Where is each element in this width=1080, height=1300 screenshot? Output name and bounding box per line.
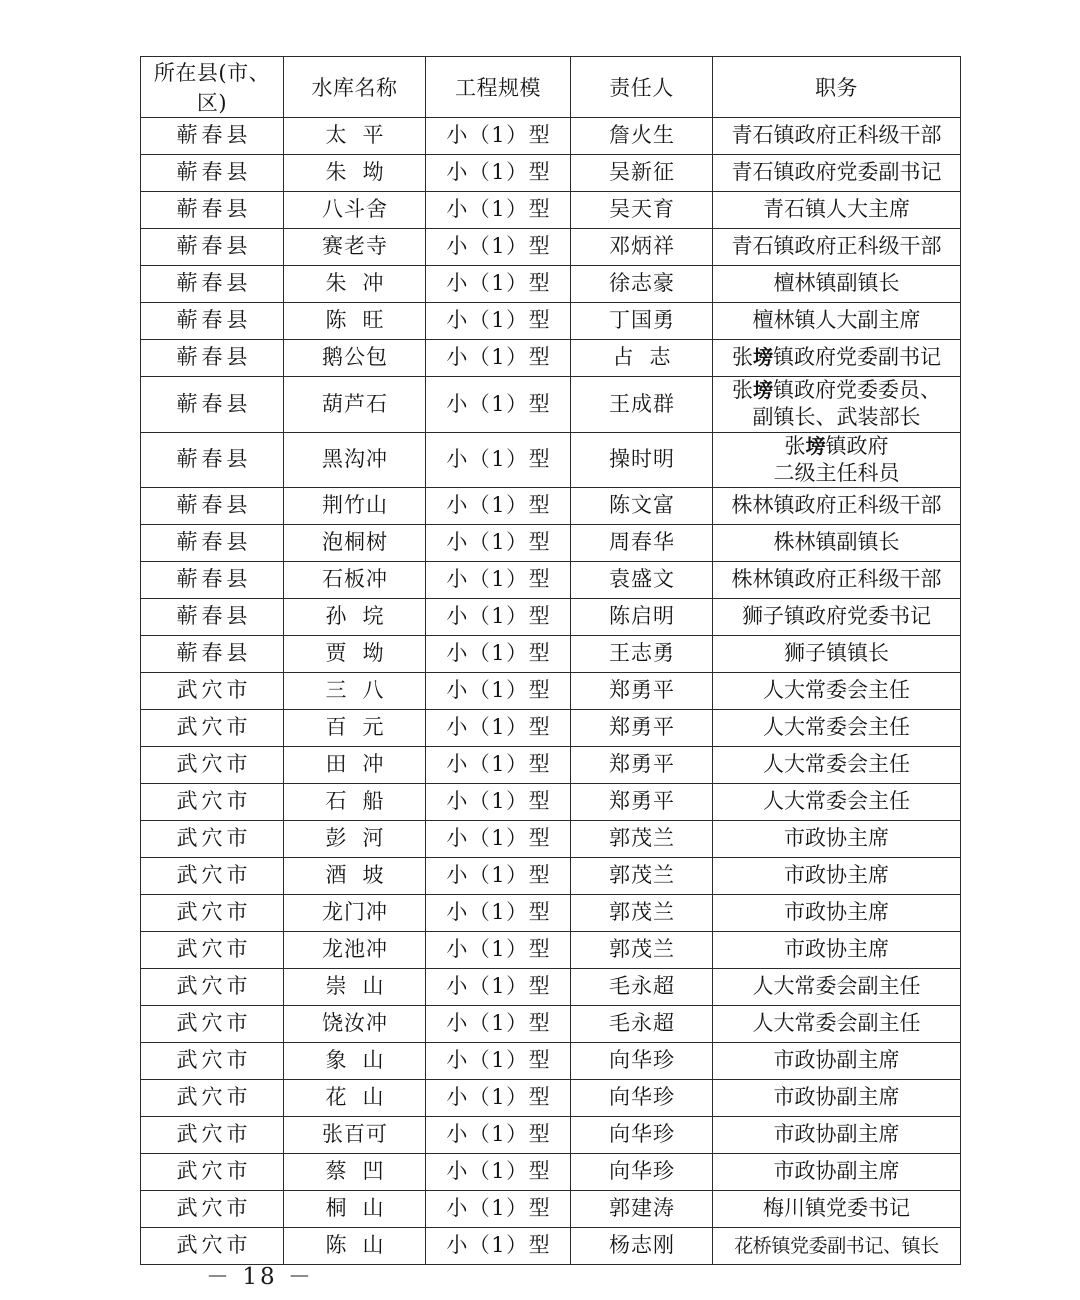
table-row [141,858,961,895]
cell-project-scale: 小（1）型 [426,377,571,433]
cell-county: 武穴市 [141,969,284,1006]
table-row [141,821,961,858]
cell-reservoir-name: 石板冲 [284,562,426,599]
duty-line: 株林镇政府正科级干部 [731,493,942,518]
cell-reservoir-name: 八斗舍 [284,192,426,229]
table-row [141,377,961,433]
table-row [141,303,961,340]
duty-line: 狮子镇镇长 [784,641,889,666]
table-body [141,118,961,1265]
cell-responsible-person: 周春华 [571,525,713,562]
cell-duty [713,377,961,433]
duty-line: 花桥镇党委副书记、镇长 [734,1234,939,1257]
cell-duty [713,747,961,784]
table-row [141,266,961,303]
cell-responsible-person: 陈文富 [571,488,713,525]
cell-reservoir-name: 朱冲 [284,266,426,303]
cell-county: 蕲春县 [141,229,284,266]
column-header-duty: 职务 [713,57,961,118]
cell-project-scale: 小（1）型 [426,636,571,673]
cell-reservoir-name: 陈山 [284,1228,426,1265]
duty-line: 梅川镇党委书记 [763,1196,910,1221]
cell-responsible-person: 吴新征 [571,155,713,192]
column-header-county: 所在县(市、区) [141,57,284,118]
cell-responsible-person: 向华珍 [571,1117,713,1154]
cell-reservoir-name: 花山 [284,1080,426,1117]
table-row [141,1043,961,1080]
cell-responsible-person: 郑勇平 [571,673,713,710]
cell-project-scale: 小（1）型 [426,432,571,488]
cell-duty [713,118,961,155]
cell-duty [713,821,961,858]
table-row [141,747,961,784]
duty-line: 株林镇副镇长 [773,530,900,555]
table-row [141,969,961,1006]
duty-line: 市政协副主席 [773,1048,900,1073]
cell-county: 武穴市 [141,1006,284,1043]
cell-county: 武穴市 [141,1154,284,1191]
cell-county: 武穴市 [141,784,284,821]
cell-duty [713,784,961,821]
duty-line: 人大常委会副主任 [752,974,921,999]
cell-responsible-person: 郑勇平 [571,710,713,747]
duty-line: 张塝镇政府 [784,433,889,458]
duty-line: 市政协主席 [784,863,889,888]
cell-county: 蕲春县 [141,488,284,525]
table-row [141,155,961,192]
cell-reservoir-name: 象山 [284,1043,426,1080]
cell-project-scale: 小（1）型 [426,525,571,562]
cell-reservoir-name: 田冲 [284,747,426,784]
duty-line: 青石镇人大主席 [763,197,910,222]
duty-line: 株林镇政府正科级干部 [731,567,942,592]
cell-reservoir-name: 泡桐树 [284,525,426,562]
cell-county: 蕲春县 [141,562,284,599]
cell-reservoir-name: 酒坡 [284,858,426,895]
cell-duty [713,710,961,747]
cell-responsible-person: 郭茂兰 [571,932,713,969]
cell-responsible-person: 操时明 [571,432,713,488]
cell-project-scale: 小（1）型 [426,747,571,784]
table-row [141,488,961,525]
duty-line: 市政协主席 [784,900,889,925]
cell-reservoir-name: 陈旺 [284,303,426,340]
cell-project-scale: 小（1）型 [426,1080,571,1117]
cell-responsible-person: 向华珍 [571,1154,713,1191]
cell-reservoir-name: 孙垸 [284,599,426,636]
duty-emphasised-glyph: 塝 [753,378,773,402]
table-row [141,192,961,229]
cell-duty [713,229,961,266]
cell-county: 武穴市 [141,858,284,895]
column-header-project-scale: 工程规模 [426,57,571,118]
duty-line: 副镇长、武装部长 [752,405,921,430]
cell-project-scale: 小（1）型 [426,895,571,932]
cell-responsible-person: 徐志豪 [571,266,713,303]
cell-project-scale: 小（1）型 [426,821,571,858]
cell-responsible-person: 毛永超 [571,1006,713,1043]
cell-reservoir-name: 百元 [284,710,426,747]
cell-county: 武穴市 [141,747,284,784]
cell-responsible-person: 向华珍 [571,1043,713,1080]
cell-duty [713,1043,961,1080]
cell-county: 蕲春县 [141,266,284,303]
cell-duty [713,599,961,636]
table-row [141,118,961,155]
cell-project-scale: 小（1）型 [426,192,571,229]
duty-line: 檀林镇副镇长 [773,271,900,296]
cell-project-scale: 小（1）型 [426,155,571,192]
duty-line: 二级主任科员 [773,460,900,485]
cell-project-scale: 小（1）型 [426,488,571,525]
cell-duty [713,562,961,599]
cell-responsible-person: 王成群 [571,377,713,433]
cell-responsible-person: 毛永超 [571,969,713,1006]
reservoir-table-container [140,56,960,1265]
cell-responsible-person: 郭茂兰 [571,858,713,895]
table-row [141,673,961,710]
cell-reservoir-name: 葫芦石 [284,377,426,433]
cell-duty [713,155,961,192]
cell-reservoir-name: 朱坳 [284,155,426,192]
cell-project-scale: 小（1）型 [426,118,571,155]
duty-line: 青石镇政府正科级干部 [731,234,942,259]
cell-duty [713,1080,961,1117]
cell-reservoir-name: 荆竹山 [284,488,426,525]
duty-line: 市政协副主席 [773,1122,900,1147]
table-row [141,1117,961,1154]
cell-project-scale: 小（1）型 [426,1043,571,1080]
table-row [141,895,961,932]
cell-duty [713,340,961,377]
duty-line: 檀林镇人大副主席 [752,308,921,333]
cell-project-scale: 小（1）型 [426,1117,571,1154]
cell-reservoir-name: 黑沟冲 [284,432,426,488]
duty-line: 张塝镇政府党委委员、 [732,378,941,402]
column-header-responsible-person: 责任人 [571,57,713,118]
cell-reservoir-name: 张百可 [284,1117,426,1154]
duty-line: 人大常委会主任 [763,752,910,777]
cell-duty [713,1191,961,1228]
cell-responsible-person: 邓炳祥 [571,229,713,266]
duty-emphasised-glyph: 塝 [805,433,826,458]
cell-responsible-person: 袁盛文 [571,562,713,599]
cell-project-scale: 小（1）型 [426,673,571,710]
cell-responsible-person: 占志 [571,340,713,377]
cell-duty [713,1228,961,1265]
cell-county: 蕲春县 [141,599,284,636]
duty-line: 青石镇政府正科级干部 [731,123,942,148]
cell-county: 蕲春县 [141,377,284,433]
cell-reservoir-name: 蔡凹 [284,1154,426,1191]
cell-reservoir-name: 桐山 [284,1191,426,1228]
duty-line: 市政协主席 [784,937,889,962]
cell-duty [713,969,961,1006]
cell-project-scale: 小（1）型 [426,969,571,1006]
cell-duty [713,303,961,340]
cell-project-scale: 小（1）型 [426,932,571,969]
table-row [141,1191,961,1228]
duty-line: 市政协副主席 [773,1085,900,1110]
page-number: － 18 － [206,1264,314,1290]
column-header-reservoir-name: 水库名称 [284,57,426,118]
cell-county: 武穴市 [141,710,284,747]
cell-duty [713,488,961,525]
duty-line: 人大常委会副主任 [752,1011,921,1036]
cell-project-scale: 小（1）型 [426,599,571,636]
cell-county: 蕲春县 [141,155,284,192]
duty-line: 人大常委会主任 [763,789,910,814]
cell-duty [713,1154,961,1191]
table-row [141,229,961,266]
cell-reservoir-name: 龙池冲 [284,932,426,969]
duty-emphasised-glyph: 塝 [753,345,773,370]
cell-responsible-person: 郭建涛 [571,1191,713,1228]
cell-reservoir-name: 贾坳 [284,636,426,673]
cell-reservoir-name: 太平 [284,118,426,155]
cell-county: 武穴市 [141,1191,284,1228]
table-row [141,525,961,562]
cell-county: 蕲春县 [141,636,284,673]
table-header-row [141,57,961,118]
duty-line: 张塝镇政府党委副书记 [732,345,941,370]
cell-county: 蕲春县 [141,432,284,488]
table-row [141,340,961,377]
table-row [141,932,961,969]
duty-line: 狮子镇政府党委书记 [742,604,931,629]
table-header [141,57,961,118]
cell-county: 蕲春县 [141,303,284,340]
cell-project-scale: 小（1）型 [426,858,571,895]
duty-line: 青石镇政府党委副书记 [731,160,942,185]
cell-county: 武穴市 [141,1080,284,1117]
cell-duty [713,432,961,488]
table-row [141,599,961,636]
cell-county: 蕲春县 [141,118,284,155]
cell-county: 武穴市 [141,1117,284,1154]
cell-county: 蕲春县 [141,192,284,229]
cell-responsible-person: 杨志刚 [571,1228,713,1265]
cell-duty [713,932,961,969]
cell-duty [713,266,961,303]
cell-project-scale: 小（1）型 [426,1154,571,1191]
cell-responsible-person: 丁国勇 [571,303,713,340]
cell-duty [713,1117,961,1154]
cell-reservoir-name: 龙门冲 [284,895,426,932]
table-row [141,784,961,821]
table-row [141,636,961,673]
cell-county: 武穴市 [141,673,284,710]
cell-reservoir-name: 赛老寺 [284,229,426,266]
cell-project-scale: 小（1）型 [426,1006,571,1043]
reservoir-responsibility-table [140,56,961,1265]
table-row [141,1080,961,1117]
cell-project-scale: 小（1）型 [426,1191,571,1228]
cell-county: 武穴市 [141,1228,284,1265]
cell-project-scale: 小（1）型 [426,1228,571,1265]
cell-responsible-person: 詹火生 [571,118,713,155]
cell-reservoir-name: 鹅公包 [284,340,426,377]
cell-reservoir-name: 饶汝冲 [284,1006,426,1043]
cell-project-scale: 小（1）型 [426,340,571,377]
cell-duty [713,895,961,932]
cell-project-scale: 小（1）型 [426,229,571,266]
cell-duty [713,1006,961,1043]
cell-duty [713,636,961,673]
cell-duty [713,525,961,562]
cell-county: 蕲春县 [141,340,284,377]
table-row [141,1154,961,1191]
cell-responsible-person: 郭茂兰 [571,821,713,858]
table-row [141,1006,961,1043]
cell-responsible-person: 吴天育 [571,192,713,229]
duty-line: 人大常委会主任 [763,715,910,740]
cell-project-scale: 小（1）型 [426,784,571,821]
cell-county: 武穴市 [141,932,284,969]
cell-project-scale: 小（1）型 [426,562,571,599]
cell-duty [713,673,961,710]
cell-responsible-person: 郑勇平 [571,747,713,784]
table-row [141,432,961,488]
cell-county: 武穴市 [141,1043,284,1080]
cell-responsible-person: 王志勇 [571,636,713,673]
cell-reservoir-name: 三八 [284,673,426,710]
table-row [141,562,961,599]
table-row [141,710,961,747]
cell-responsible-person: 郭茂兰 [571,895,713,932]
cell-responsible-person: 向华珍 [571,1080,713,1117]
cell-responsible-person: 郑勇平 [571,784,713,821]
cell-reservoir-name: 崇山 [284,969,426,1006]
duty-line: 市政协副主席 [773,1159,900,1184]
cell-duty [713,192,961,229]
cell-county: 武穴市 [141,821,284,858]
cell-project-scale: 小（1）型 [426,266,571,303]
cell-project-scale: 小（1）型 [426,710,571,747]
duty-line: 人大常委会主任 [763,678,910,703]
duty-line: 市政协主席 [784,826,889,851]
cell-project-scale: 小（1）型 [426,303,571,340]
cell-county: 武穴市 [141,895,284,932]
cell-reservoir-name: 石船 [284,784,426,821]
cell-responsible-person: 陈启明 [571,599,713,636]
cell-reservoir-name: 彭河 [284,821,426,858]
cell-county: 蕲春县 [141,525,284,562]
cell-duty [713,858,961,895]
